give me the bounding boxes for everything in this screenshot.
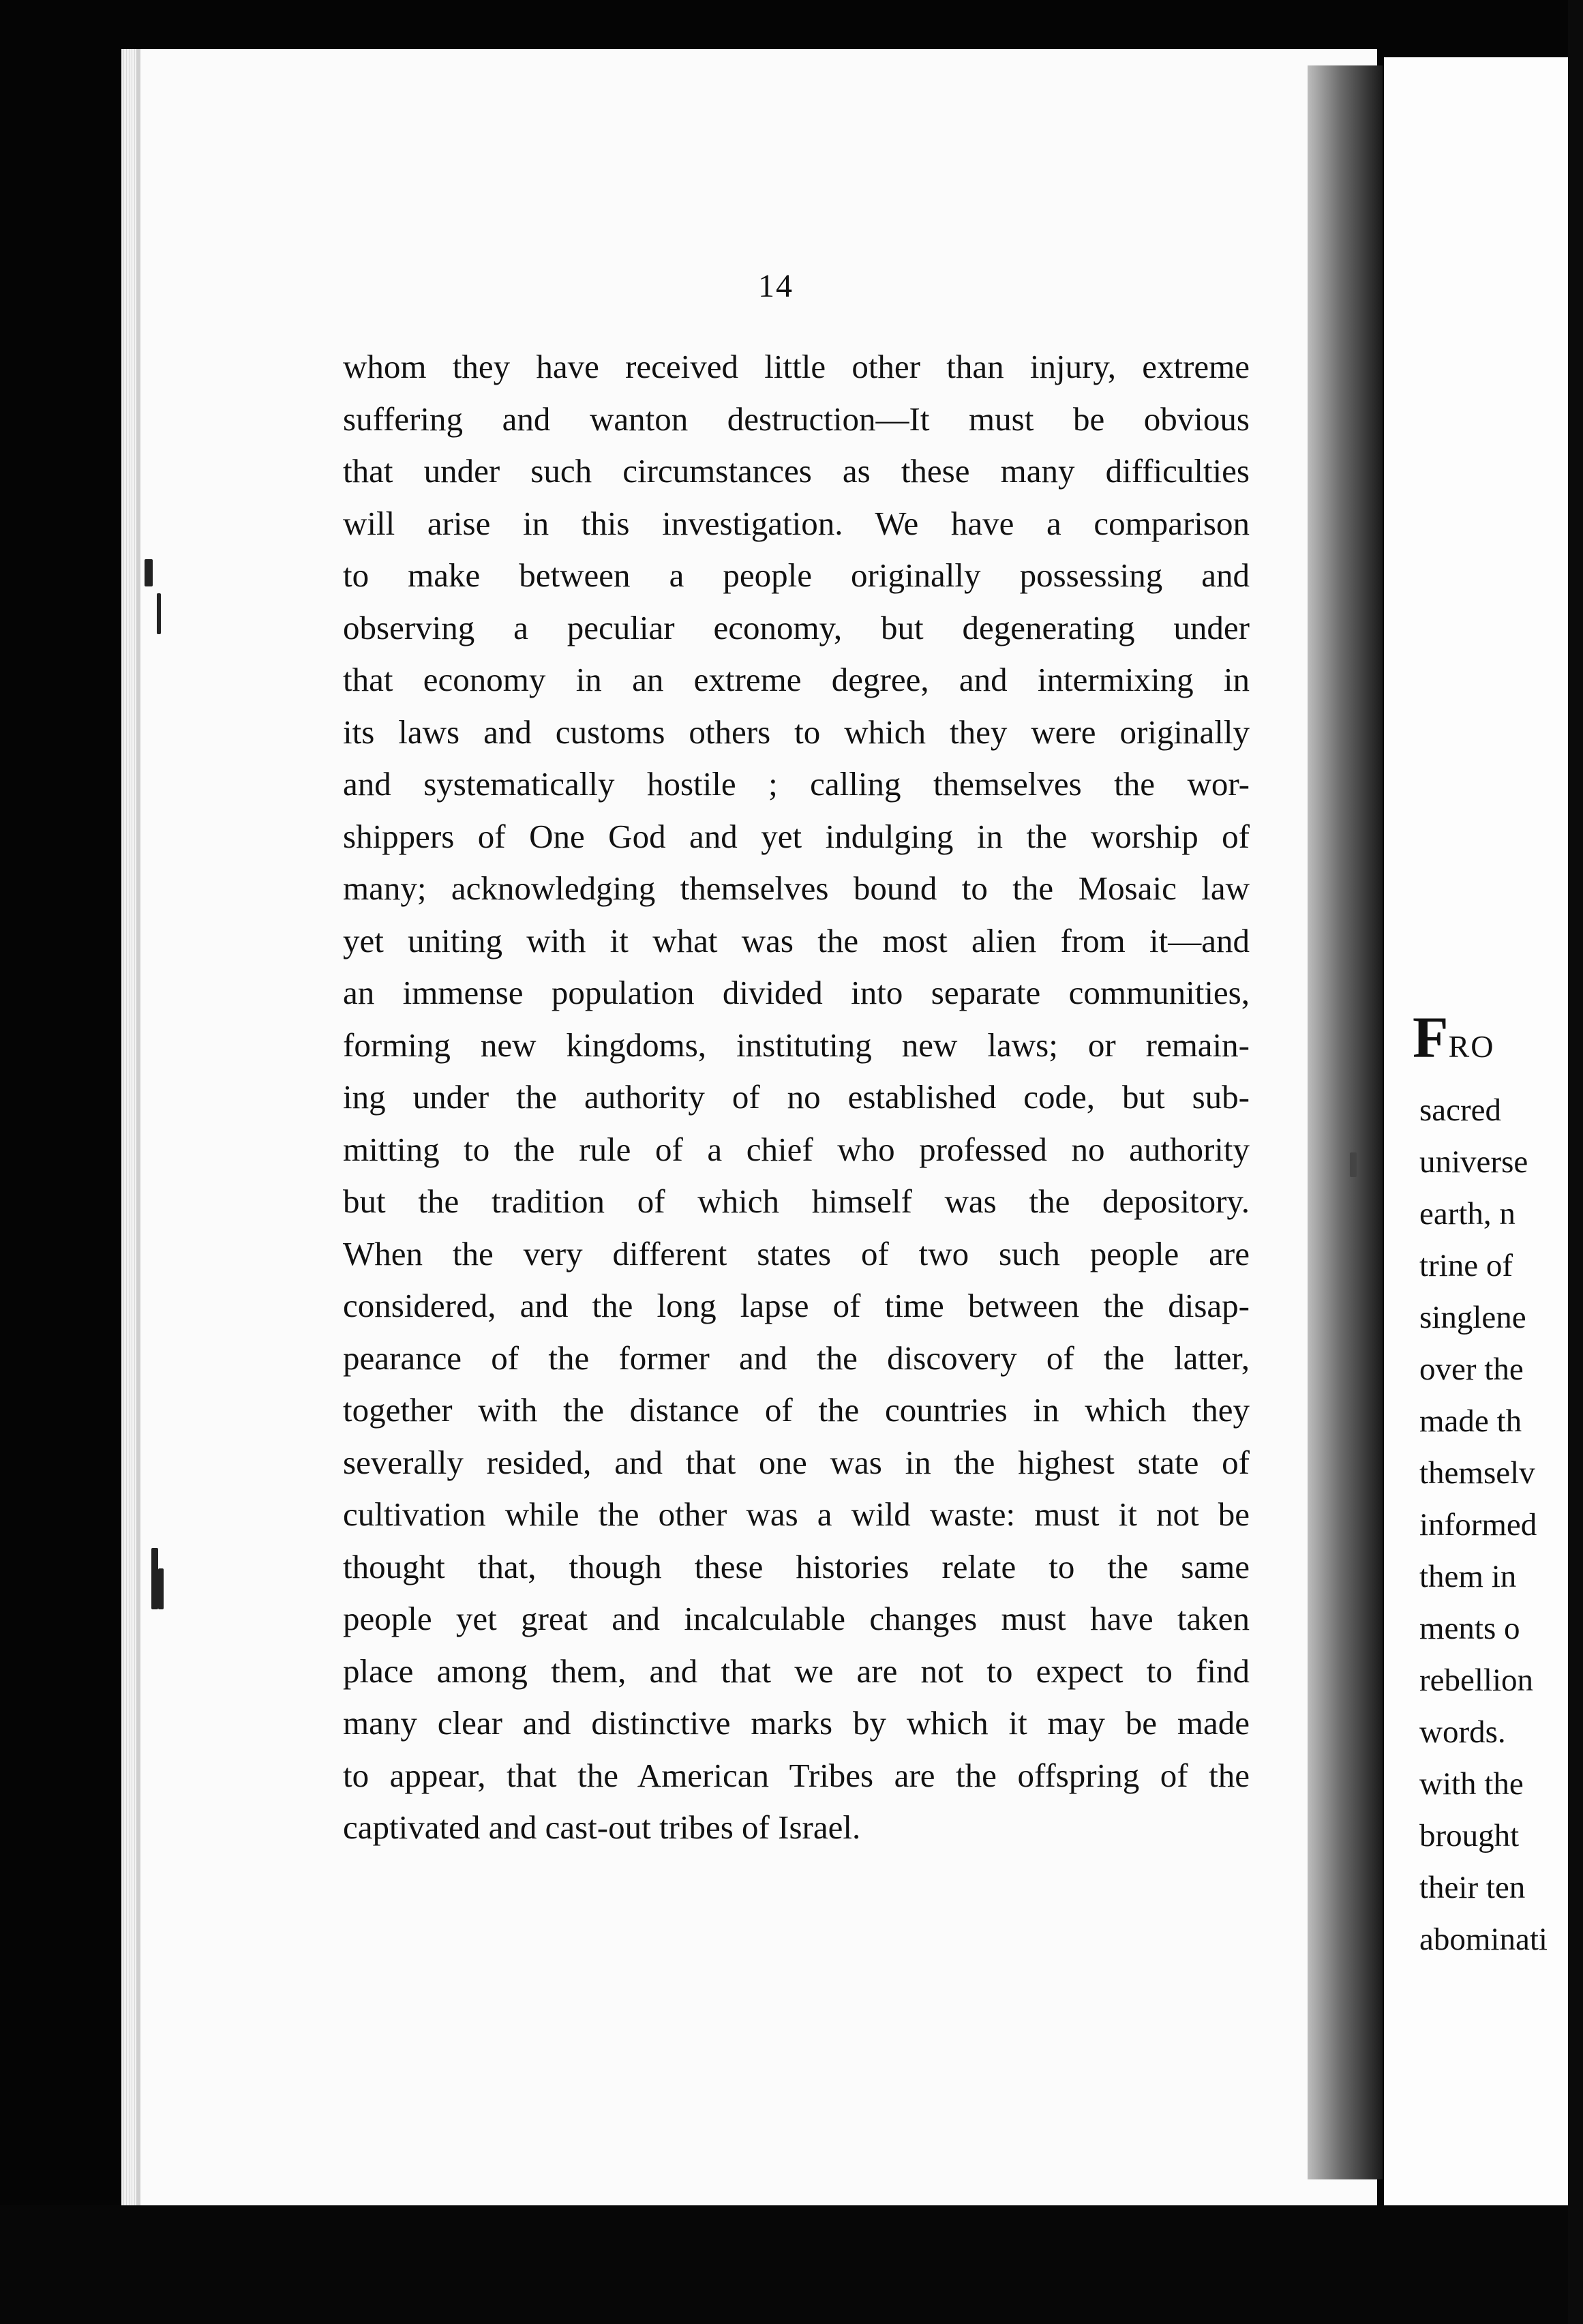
text-line: brought — [1419, 1818, 1520, 1853]
dropcap-letter: F — [1413, 1004, 1449, 1070]
text-line: ing under the authority of no established code, but sub- — [343, 1078, 1250, 1116]
text-line: trine of — [1419, 1248, 1513, 1283]
text-line: to make between a people originally possessing and — [343, 556, 1250, 594]
text-line: forming new kingdoms, instituting new laws; or remain- — [343, 1026, 1250, 1064]
text-line: When the very different states of two such people are — [343, 1234, 1250, 1272]
text-line: an immense population divided into separate communities, — [343, 974, 1250, 1011]
scan-mark — [1350, 1152, 1357, 1177]
scan-border — [0, 2205, 1568, 2324]
text-line: themselv — [1419, 1455, 1535, 1491]
page-edge — [121, 49, 136, 2205]
text-line: many clear and distinctive marks by which it may be made — [343, 1704, 1250, 1742]
text-line: singlene — [1419, 1300, 1526, 1335]
text-line: considered, and the long lapse of time between the disap- — [343, 1287, 1250, 1324]
text-line: universe — [1419, 1144, 1528, 1180]
text-line: sacred — [1419, 1092, 1502, 1128]
page-number-text: 14 — [758, 268, 794, 304]
text-line: captivated and cast-out tribes of Israel. — [343, 1808, 861, 1846]
text-line: shippers of One God and yet indulging in the worship of — [343, 817, 1250, 855]
dropcap-rest: RO — [1448, 1029, 1495, 1064]
text-line: mitting to the rule of a chief who professed no authority — [343, 1130, 1250, 1168]
text-line: their ten — [1419, 1870, 1526, 1905]
text-line: pearance of the former and the discovery of the latter, — [343, 1339, 1250, 1377]
dropcap-heading — [1413, 1004, 1583, 1084]
text-line: its laws and customs others to which they were originally — [343, 713, 1250, 751]
scan-mark — [145, 559, 153, 586]
text-line: observing a peculiar economy, but degenerating under — [343, 608, 1250, 646]
text-line: place among them, and that we are not to expect to find — [343, 1652, 1250, 1690]
text-line: abominati — [1419, 1922, 1548, 1957]
text-line: and systematically hostile ; calling themselves the wor- — [343, 765, 1250, 803]
scan-mark — [158, 1568, 164, 1609]
text-line: people yet great and incalculable changes must have taken — [343, 1600, 1250, 1637]
body-text — [343, 341, 1250, 1854]
text-line: cultivation while the other was a wild waste: must it not be — [343, 1495, 1250, 1533]
text-line: ments o — [1419, 1611, 1520, 1646]
text-line: many; acknowledging themselves bound to the Mosaic law — [343, 869, 1250, 907]
text-line: will arise in this investigation. We have a comparison — [343, 504, 1250, 542]
text-line: yet uniting with it what was the most alien from it—and — [343, 921, 1250, 959]
text-line: earth, n — [1419, 1196, 1516, 1232]
text-line: with the — [1419, 1766, 1524, 1802]
text-line: but the tradition of which himself was the depository. — [343, 1182, 1250, 1220]
book-gutter — [1308, 65, 1383, 2179]
right-page-text — [1413, 1004, 1583, 1965]
text-line: made th — [1419, 1403, 1522, 1439]
text-line: that under such circumstances as these many difficulties — [343, 452, 1250, 490]
text-line: informed — [1419, 1507, 1537, 1543]
text-line: severally resided, and that one was in the highest state of — [343, 1443, 1250, 1481]
text-line: whom they have received little other than injury, extreme — [343, 348, 1250, 385]
scan-mark — [157, 593, 161, 634]
text-line: suffering and wanton destruction—It must be obvious — [343, 400, 1250, 438]
text-line: over the — [1419, 1352, 1524, 1387]
text-line: rebellion — [1419, 1663, 1534, 1698]
text-line: them in — [1419, 1559, 1517, 1594]
text-line: words. — [1419, 1714, 1506, 1750]
text-line: together with the distance of the countries in which they — [343, 1391, 1250, 1429]
text-line: thought that, though these histories relate to the same — [343, 1547, 1250, 1585]
text-line: that economy in an extreme degree, and intermixing in — [343, 661, 1250, 698]
text-line: to appear, that the American Tribes are the offspring of the — [343, 1756, 1250, 1794]
scan-mark — [151, 1548, 158, 1609]
